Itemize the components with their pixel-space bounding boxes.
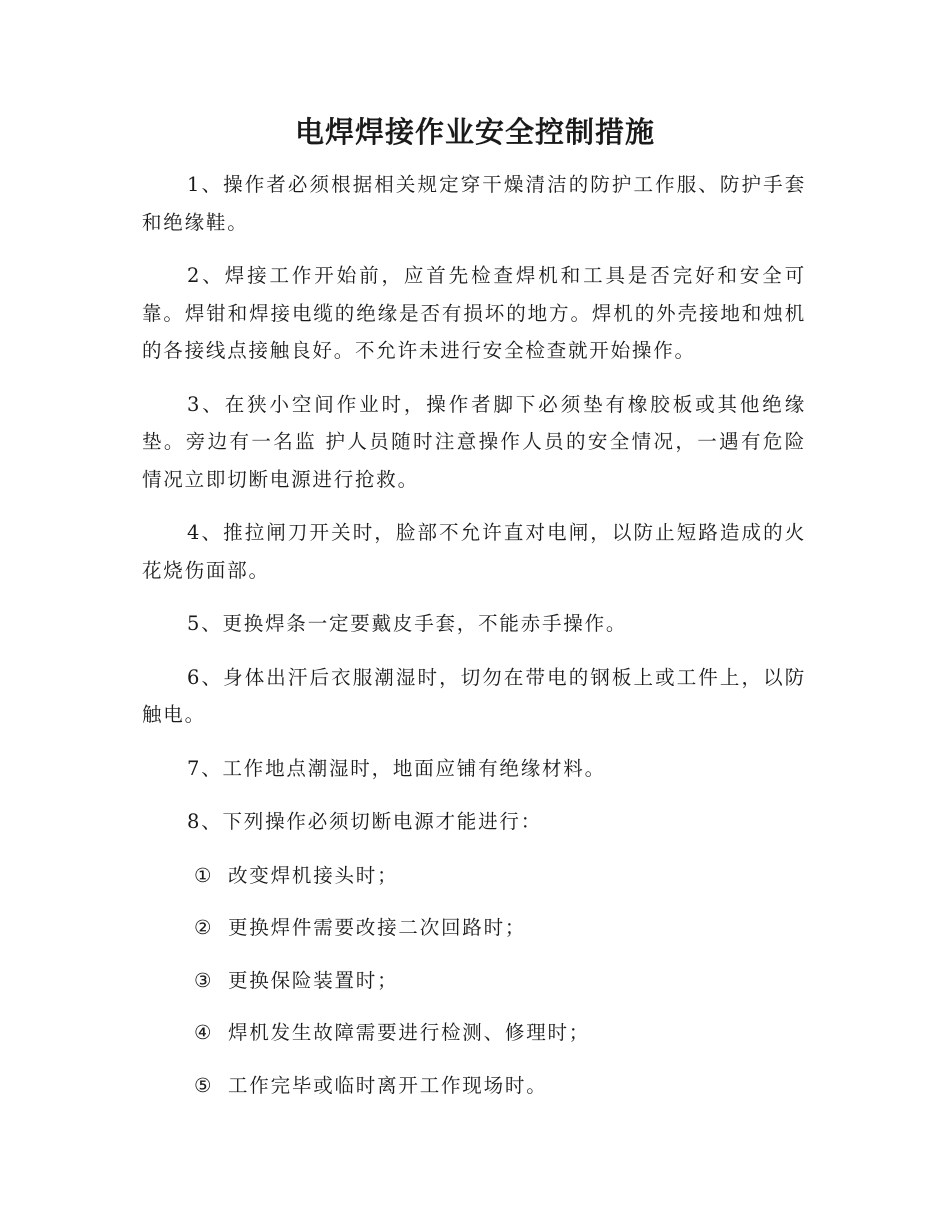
- paragraph-1: 1、操作者必须根据相关规定穿干燥清洁的防护工作服、防护手套和绝缘鞋。: [142, 173, 806, 234]
- paragraph-7: 7、工作地点潮湿时，地面应铺有绝缘材料。: [187, 756, 606, 780]
- paragraph-6: 6、身体出汗后衣服潮湿时，切勿在带电的钢板上或工件上，以防触电。: [142, 665, 806, 726]
- sub-item-marker: ①: [194, 863, 214, 887]
- sub-item-text: 工作完毕或临时离开工作现场时。: [228, 1073, 548, 1097]
- sub-item-1: [194, 857, 806, 895]
- paragraph-8: 8、下列操作必须切断电源才能进行：: [187, 810, 543, 833]
- paragraph-4: 4、推拉闸刀开关时，脸部不允许直对电闸，以防止短路造成的火花烧伤面部。: [142, 521, 806, 582]
- sub-item-text: 更换保险装置时；: [228, 968, 399, 992]
- sub-item-marker: ⑤: [194, 1073, 214, 1097]
- sub-item-text: 焊机发生故障需要进行检测、修理时；: [228, 1021, 591, 1044]
- sub-item-3: [194, 962, 806, 1000]
- sub-item-4: [194, 1014, 806, 1052]
- sub-item-text: 改变焊机接头时；: [228, 863, 399, 887]
- document-title: 电焊焊接作业安全控制措施: [294, 115, 655, 149]
- sub-item-2: [194, 909, 806, 947]
- sub-item-5: [194, 1067, 806, 1105]
- sub-item-marker: ②: [194, 916, 214, 939]
- paragraph-5: 5、更换焊条一定要戴皮手套，不能赤手操作。: [187, 612, 628, 635]
- paragraph-2: 2、焊接工作开始前，应首先检查焊机和工具是否完好和安全可靠。焊钳和焊接电缆的绝缘是否有损坏的地方。焊机的外壳接地和烛机的各接线点接触良好。不允许未进行安全检查就开始操作。: [142, 264, 806, 362]
- sub-item-marker: ④: [194, 1021, 214, 1044]
- paragraph-3: 3、在狭小空间作业时，操作者脚下必须垫有橡胶板或其他绝缘垫。旁边有一名监 护人员随时注意操作人员的安全情况，一遇有危险情况立即切断电源进行抢救。: [142, 392, 806, 491]
- sub-item-text: 更换焊件需要改接二次回路时；: [228, 916, 527, 939]
- sub-item-marker: ③: [194, 968, 214, 992]
- document-body: [142, 166, 806, 1119]
